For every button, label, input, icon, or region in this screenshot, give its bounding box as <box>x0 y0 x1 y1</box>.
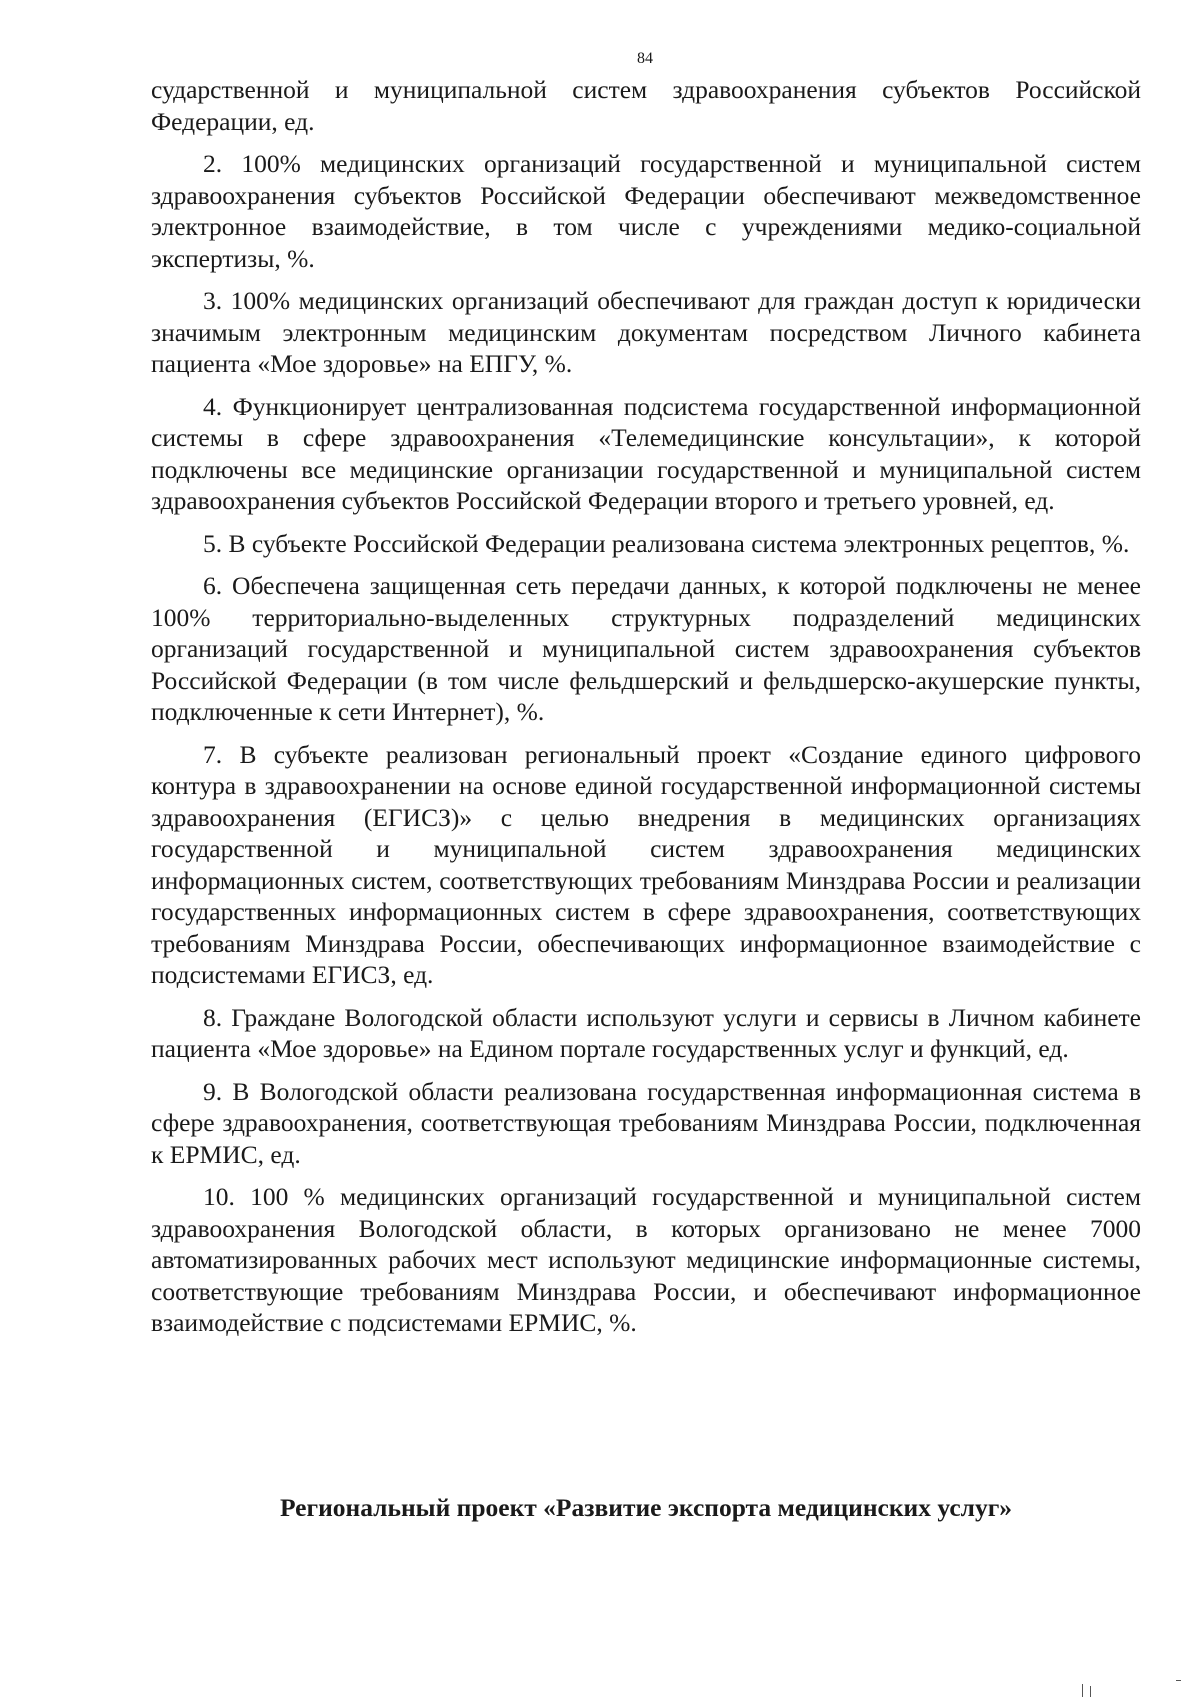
paragraph-item-4: 4. Функционирует централизованная подсистема государственной информационной системы в сфере здравоохранения «Телемедицинские консультации», к которой подключены все медицинские организации государственной и муниципальной систем здравоохранения субъектов Российской Федерации второго и третьего уровней, ед. <box>151 391 1141 515</box>
scan-artifact <box>1082 1684 1083 1697</box>
scan-artifact <box>1176 1680 1181 1681</box>
paragraph-item-2: 2. 100% медицинских организаций государственной и муниципальной систем здравоохранения субъектов Российской Федерации обеспечивают межведомственное электронное взаимодействие, в том числе с учреждениями медико-социальной экспертизы, %. <box>151 149 1141 273</box>
paragraph-item-6: 6. Обеспечена защищенная сеть передачи данных, к которой подключены не менее 100% территориально-выделенных структурных подразделений медицинских организаций государственной и муниципальной систем здравоохранения субъектов Российской Федерации (в том числе фельдшерский и фельдшерско-акушерские пункты, подключенные к сети Интернет), %. <box>151 571 1141 726</box>
page-number: 84 <box>637 50 653 67</box>
paragraph-item-7: 7. В субъекте реализован региональный проект «Создание единого цифрового контура в здравоохранении на основе единой государственной информационной системы здравоохранения (ЕГИСЗ)» с целью внедрения в медицинских организациях государственной и муниципальной систем здравоохранения медицинских информационных систем, соответствующих требованиям Минздрава России и реализации государственных информационных систем в сфере здравоохранения, соответствующих требованиям Минздрава России, обеспечивающих информационное взаимодействие с подсистемами ЕГИСЗ, ед. <box>151 739 1141 989</box>
paragraph-item-3: 3. 100% медицинских организаций обеспечивают для граждан доступ к юридически значимым электронным медицинским документам посредством Личного кабинета пациента «Мое здоровье» на ЕПГУ, %. <box>151 286 1141 378</box>
paragraph-item-10: 10. 100 % медицинских организаций государственной и муниципальной систем здравоохранения Вологодской области, в которых организовано не менее 7000 автоматизированных рабочих мест используют медицинские информационные системы, соответствующие требованиям Минздрава России, и обеспечивают информационное взаимодействие с подсистемами ЕРМИС, %. <box>151 1182 1141 1337</box>
paragraph-item-8: 8. Граждане Вологодской области используют услуги и сервисы в Личном кабинете пациента «Мое здоровье» на Едином портале государственных услуг и функций, ед. <box>151 1002 1141 1063</box>
document-body <box>151 74 1141 1350</box>
paragraph-continuation: сударственной и муниципальной систем здравоохранения субъектов Российской Федерации, ед. <box>151 75 1141 136</box>
section-heading: Региональный проект «Развитие экспорта медицинских услуг» <box>279 1493 1013 1522</box>
paragraph-item-5: 5. В субъекте Российской Федерации реализована система электронных рецептов, %. <box>203 528 1130 558</box>
scan-artifact <box>1090 1686 1091 1697</box>
paragraph-item-9: 9. В Вологодской области реализована государственная информационная система в сфере здравоохранения, соответствующая требованиям Минздрава России, подключенная к ЕРМИС, ед. <box>151 1076 1141 1169</box>
